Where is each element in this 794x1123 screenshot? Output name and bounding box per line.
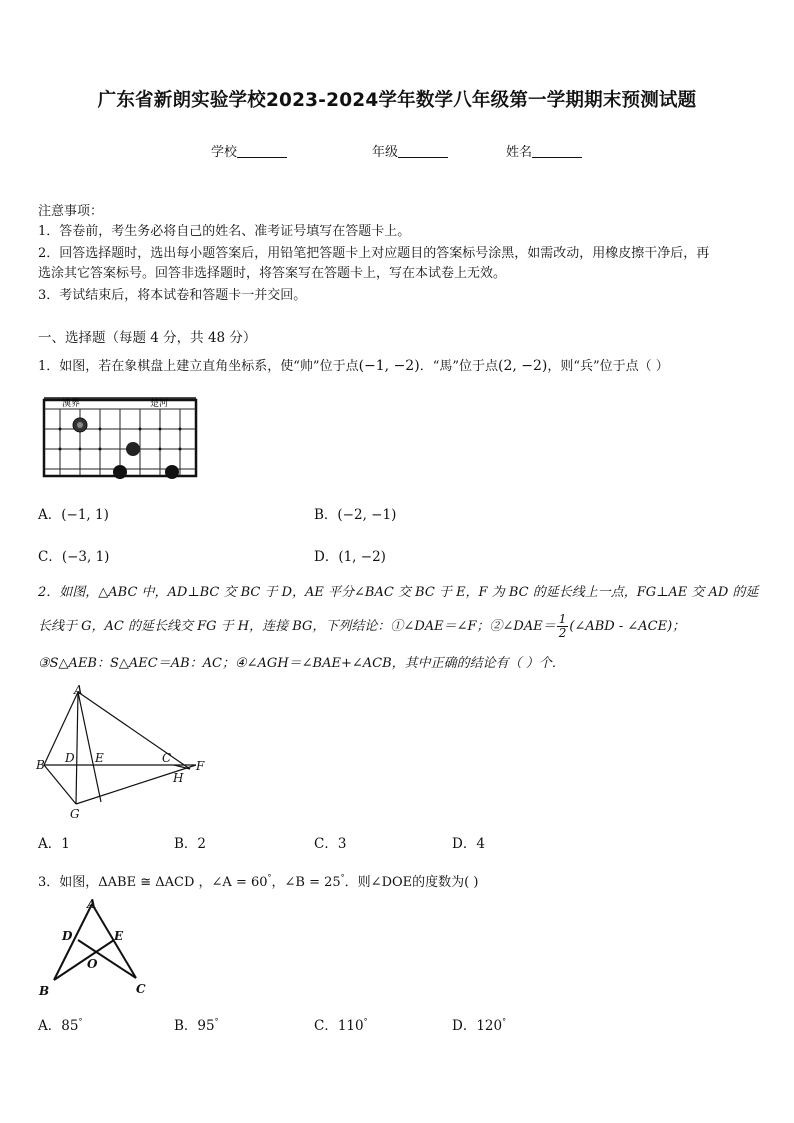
q2-frac-num: 1: [558, 612, 567, 626]
chess-piece: [126, 442, 140, 456]
notice-item-2-cont: 选涂其它答案标号。回答非选择题时，将答案写在答题卡上，写在本试卷上无效。: [38, 266, 507, 281]
school-label: 学校: [211, 145, 238, 160]
notice-item-3: 3．考试结束后，将本试卷和答题卡一并交回。: [38, 288, 307, 303]
q1-chess-board-figure: [40, 392, 202, 480]
chess-piece-shuai: [113, 465, 127, 479]
board-label-hanjie: 漢界: [62, 399, 81, 409]
q3-option-c[interactable]: [314, 1014, 368, 1034]
q3-text-a: 3．如图，ΔABE ≅ ΔACD ，∠A = 60: [38, 875, 268, 890]
q3-option-b-text: B．95: [174, 1018, 215, 1034]
q1-coord-2: (2, −2): [497, 358, 548, 374]
q3-label-b: B: [39, 984, 50, 998]
q3-deg-b: °: [340, 873, 345, 882]
q3-option-c-deg: °: [363, 1017, 368, 1026]
q3-option-d-text: D．120: [452, 1018, 503, 1034]
q3-text-b: ，∠B = 25: [271, 875, 341, 890]
chess-piece-ma: [165, 465, 179, 479]
q3-text-c: ．则∠DOE的度数为( ): [344, 875, 479, 890]
page-title: 广东省新朗实验学校2023-2024学年数学八年级第一学期期末预测试题: [97, 90, 697, 111]
q3-label-o: O: [87, 957, 98, 971]
q3-option-c-text: C．110: [314, 1018, 364, 1034]
q2-label-d: D: [65, 751, 75, 765]
q3-stem: [38, 868, 478, 893]
q1-text-3: ，则“兵”位于点（ ）: [547, 359, 669, 374]
q1-text-1: 1．如图，若在象棋盘上建立直角坐标系，使“帅”位于点: [38, 359, 359, 374]
q3-label-c: C: [136, 982, 146, 996]
q2-label-c: C: [162, 751, 172, 765]
q2-label-g: G: [70, 807, 80, 821]
notice-item-2: 2．回答选择题时，选出每小题答案后，用铅笔把答题卡上对应题目的答案标号涂黑，如需改动，用橡皮擦干净后，再: [38, 246, 710, 261]
q2-label-f: F: [196, 759, 205, 773]
q2-line-2: [38, 612, 685, 642]
board-label-chuhe: 楚河: [150, 399, 169, 409]
q2-label-h: H: [173, 771, 184, 785]
q3-label-e: E: [114, 929, 124, 943]
q1-stem: [38, 356, 669, 377]
notice-heading: 注意事项：: [38, 204, 104, 219]
q1-coord-1: (−1, −2): [358, 358, 420, 374]
q2-triangle-figure: [36, 684, 214, 824]
section-heading: 一、选择题（每题 4 分，共 48 分）: [38, 330, 257, 346]
grade-label: 年级: [372, 145, 399, 160]
q2-label-a: A: [74, 684, 83, 697]
q2-option-d[interactable]: D．4: [452, 836, 485, 852]
q1-option-c[interactable]: C．(−3, 1): [38, 549, 110, 565]
grade-blank[interactable]: [398, 144, 448, 158]
name-label: 姓名: [506, 145, 533, 160]
q3-option-d-deg: °: [502, 1017, 507, 1026]
q2-option-a[interactable]: A．1: [38, 836, 70, 852]
q1-option-d[interactable]: D．(1, −2): [314, 549, 386, 565]
q2-line-3: ③S△AEB：S△AEC＝AB：AC；④∠AGH＝∠BAE+∠ACB，其中正确的结论有（ ）个．: [38, 656, 565, 671]
q3-option-b-deg: °: [214, 1017, 219, 1026]
q2-frac-den: 2: [558, 626, 567, 640]
q3-option-b[interactable]: [174, 1014, 219, 1034]
grade-field[interactable]: [372, 141, 448, 160]
q2-option-b[interactable]: B．2: [174, 836, 207, 852]
q2-label-b: B: [36, 758, 45, 772]
school-blank[interactable]: [237, 144, 287, 158]
q3-label-d: D: [62, 929, 73, 943]
q2-option-c[interactable]: C．3: [314, 836, 347, 852]
q1-text-2: ．“馬”位于点: [419, 359, 498, 374]
q1-option-a[interactable]: A．(−1, 1): [38, 507, 109, 523]
q3-option-a-deg: °: [78, 1017, 83, 1026]
name-field[interactable]: [506, 141, 582, 160]
q3-triangle-figure: [36, 894, 156, 1004]
q2-label-e: E: [95, 751, 104, 765]
q3-option-d[interactable]: [452, 1014, 506, 1034]
name-blank[interactable]: [532, 144, 582, 158]
q3-option-a[interactable]: [38, 1014, 82, 1034]
q3-option-a-text: A．85: [38, 1018, 79, 1034]
school-field[interactable]: [211, 141, 287, 160]
q3-label-a: A: [87, 897, 97, 911]
q2-line-1: 2．如图，△ABC 中，AD⊥BC 交 BC 于 D，AE 平分∠BAC 交 BC 于 E，F 为 BC 的延长线上一点，FG⊥AE 交 AD 的延: [38, 585, 759, 600]
q2-fraction: [557, 613, 569, 640]
q1-option-b[interactable]: B．(−2, −1): [314, 507, 397, 523]
q2-line-2a: 长线于 G，AC 的延长线交 FG 于 H，连接 BG，下列结论：①∠DAE＝∠F；②∠DAE＝: [38, 619, 556, 634]
q3-deg-a: °: [267, 873, 272, 882]
q2-line-2b: (∠ABD - ∠ACE)；: [569, 619, 686, 634]
notice-item-1: 1．答卷前，考生务必将自己的姓名、准考证号填写在答题卡上。: [38, 224, 411, 239]
